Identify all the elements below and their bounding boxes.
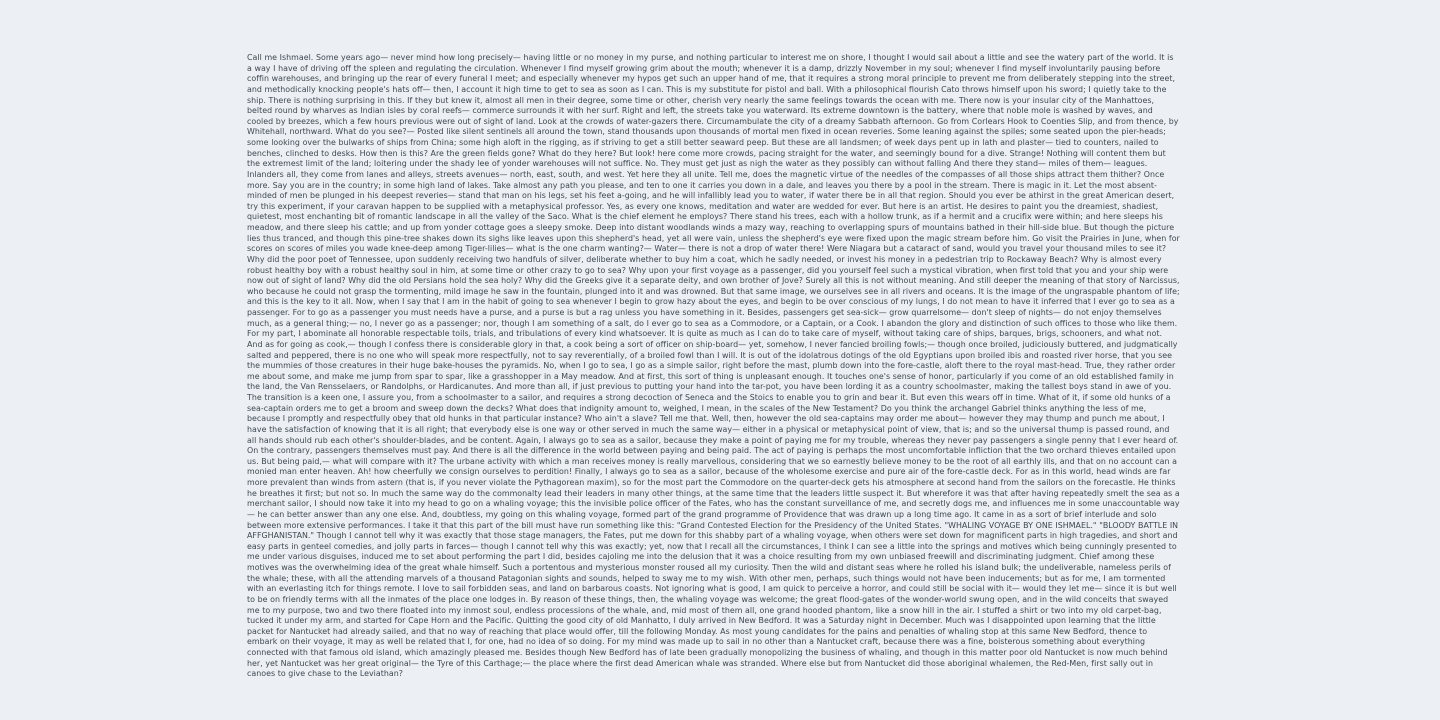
book-text: Call me Ishmael. Some years ago— never mind how long precisely— having little or no money in my purse, and nothing particular to interest me on shore, I thought I would sail about a little and see the watery part of the world. It is a way I have of driving off the spleen and regulating the circulation. Whenever I find myself growing grim about the mouth; whenever it is a damp, drizzly November in my soul; whenever I find myself involuntarily pausing before coffin warehouses, and bringing up the rear of every funeral I meet; and especially whenever my hypos get such an upper hand of me, that it requires a strong moral principle to prevent me from deliberately stepping into the street, and methodically knocking people's hats off— then, I account it high time to get to sea as soon as I can. This is my substitute for pistol and ball. With a philosophical flourish Cato throws himself upon his sword; I quietly take to the ship. There is nothing surprising in this. If they but knew it, almost all men in their degree, some time or other, cherish very nearly the same feelings towards the ocean with me. There now is your insular city of the Manhattoes, belted round by wharves as Indian isles by coral reefs— commerce surrounds it with her surf. Right and left, the streets take you waterward. Its extreme downtown is the battery, where that noble mole is washed by waves, and cooled by breezes, which a few hours previous were out of sight of land. Look at the crowds of water-gazers there. Circumambulate the city of a dreamy Sabbath afternoon. Go from Corlears Hook to Coenties Slip, and from thence, by Whitehall, northward. What do you see?— Posted like silent sentinels all around the town, stand thousands upon thousands of mortal men fixed in ocean reveries. Some leaning against the spiles; some seated upon the pier-heads; some looking over the bulwarks of ships from China; some high aloft in the rigging, as if striving to get a still better seaward peep. But these are all landsmen; of week days pent up in lath and plaster— tied to counters, nailed to benches, clinched to desks. How then is this? Are the green fields gone? What do they here? But look! here come more crowds, pacing straight for the water, and seemingly bound for a dive. Strange! Nothing will content them but the extremest limit of the land; loitering under the shady lee of yonder warehouses will not suffice. No. They must get just as nigh the water as they possibly can without falling And there they stand— miles of them— leagues. Inlanders all, they come from lanes and alleys, streets avenues— north, east, south, and west. Yet here they all unite. Tell me, does the magnetic virtue of the needles of the compasses of all those ships attract them thither? Once more. Say you are in the country; in some high land of lakes. Take almost any path you please, and ten to one it carries you down in a dale, and leaves you there by a pool in the stream. There is magic in it. Let the most absent-minded of men be plunged in his deepest reveries— stand that man on his legs, set his feet a-going, and he will infallibly lead you to water, if water there be in all that region. Should you ever be athirst in the great American desert, try this experiment, if your caravan happen to be supplied with a metaphysical professor. Yes, as every one knows, meditation and water are wedded for ever. But here is an artist. He desires to paint you the dreamiest, shadiest, quietest, most enchanting bit of romantic landscape in all the valley of the Saco. What is the chief element he employs? There stand his trees, each with a hollow trunk, as if a hermit and a crucifix were within; and here sleeps his meadow, and there sleep his cattle; and up from yonder cottage goes a sleepy smoke. Deep into distant woodlands winds a mazy way, reaching to overlapping spurs of mountains bathed in their hill-side blue. But though the picture lies thus tranced, and though this pine-tree shakes down its sighs like leaves upon this shepherd's head, yet all were vain, unless the shepherd's eye were fixed upon the magic stream before him. Go visit the Prairies in June, when for scores on scores of miles you wade knee-deep among Tiger-lilies— what is the one charm wanting?— Water— there is not a drop of water there! Were Niagara but a cataract of sand, would you travel your thousand miles to see it? Why did the poor poet of Tennessee, upon suddenly receiving two handfuls of silver, deliberate whether to buy him a coat, which he sadly needed, or invest his money in a pedestrian trip to Rockaway Beach? Why is almost every robust healthy boy with a robust healthy soul in him, at some time or other crazy to go to sea? Why upon your first voyage as a passenger, did you yourself feel such a mystical vibration, when first told that you and your ship were now out of sight of land? Why did the old Persians hold the sea holy? Why did the Greeks give it a separate deity, and own brother of Jove? Surely all this is not without meaning. And still deeper the meaning of that story of Narcissus, who because he could not grasp the tormenting, mild image he saw in the fountain, plunged into it and was drowned. But that same image, we ourselves see in all rivers and oceans. It is the image of the ungraspable phantom of life; and this is the key to it all. Now, when I say that I am in the habit of going to sea whenever I begin to grow hazy about the eyes, and begin to be over conscious of my lungs, I do not mean to have it inferred that I ever go to sea as a passenger. For to go as a passenger you must needs have a purse, and a purse is but a rag unless you have something in it. Besides, passengers get sea-sick— grow quarrelsome— don't sleep of nights— do not enjoy themselves much, as a general thing;— no, I never go as a passenger; nor, though I am something of a salt, do I ever go to sea as a Commodore, or a Captain, or a Cook. I abandon the glory and distinction of such offices to those who like them. For my part, I abominate all honorable respectable toils, trials, and tribulations of every kind whatsoever. It is quite as much as I can do to take care of myself, without taking care of ships, barques, brigs, schooners, and what not. And as for going as cook,— though I confess there is considerable glory in that, a cook being a sort of officer on ship-board— yet, somehow, I never fancied broiling fowls;— though once broiled, judiciously buttered, and judgmatically salted and peppered, there is no one who will speak more respectfully, not to say reverentially, of a broiled fowl than I will. It is out of the idolatrous dotings of the old Egyptians upon broiled ibis and roasted river horse, that you see the mummies of those creatures in their huge bake-houses the pyramids. No, when I go to sea, I go as a simple sailor, right before the mast, plumb down into the fore-castle, aloft there to the royal mast-head. True, they rather order me about some, and make me jump from spar to spar, like a grasshopper in a May meadow. And at first, this sort of thing is unpleasant enough. It touches one's sense of honor, particularly if you come of an old established family in the land, the Van Rensselaers, or Randolphs, or Hardicanutes. And more than all, if just previous to putting your hand into the tar-pot, you have been lording it as a country schoolmaster, making the tallest boys stand in awe of you. The transition is a keen one, I assure you, from a schoolmaster to a sailor, and requires a strong decoction of Seneca and the Stoics to enable you to grin and bear it. But even this wears off in time. What of it, if some old hunks of a sea-captain orders me to get a broom and sweep down the decks? What does that indignity amount to, weighed, I mean, in the scales of the New Testament? Do you think the archangel Gabriel thinks anything the less of me, because I promptly and respectfully obey that old hunks in that particular instance? Who ain't a slave? Tell me that. Well, then, however the old sea-captains may order me about— however they may thump and punch me about, I have the satisfaction of knowing that it is all right; that everybody else is one way or other served in much the same way— either in a physical or metaphysical point of view, that is; and so the universal thump is passed round, and all hands should rub each other's shoulder-blades, and be content. Again, I always go to sea as a sailor, because they make a point of paying me for my trouble, whereas they never pay passengers a single penny that I ever heard of. On the contrary, passengers themselves must pay. And there is all the difference in the world between paying and being paid. The act of paying is perhaps the most uncomfortable infliction that the two orchard thieves entailed upon us. But being paid,— what will compare with it? The urbane activity with which a man receives money is really marvellous, considering that we so earnestly believe money to be the root of all earthly ills, and that on no account can a monied man enter heaven. Ah! how cheerfully we consign ourselves to perdition! Finally, I always go to sea as a sailor, because of the wholesome exercise and pure air of the fore-castle deck. For as in this world, head winds are far more prevalent than winds from astern (that is, if you never violate the Pythagorean maxim), so for the most part the Commodore on the quarter-deck gets his atmosphere at second hand from the sailors on the forecastle. He thinks he breathes it first; but not so. In much the same way do the commonalty lead their leaders in many other things, at the same time that the leaders little suspect it. But wherefore it was that after having repeatedly smelt the sea as a merchant sailor, I should now take it into my head to go on a whaling voyage; this the invisible police officer of the Fates, who has the constant surveillance of me, and secretly dogs me, and influences me in some unaccountable way— he can better answer than any one else. And, doubtless, my going on this whaling voyage, formed part of the grand programme of Providence that was drawn up a long time ago. It came in as a sort of brief interlude and solo between more extensive performances. I take it that this part of the bill must have run something like this: "Grand Contested Election for the Presidency of the United States. "WHALING VOYAGE BY ONE ISHMAEL." "BLOODY BATTLE IN AFFGHANISTAN." Though I cannot tell why it was exactly that those stage managers, the Fates, put me down for this shabby part of a whaling voyage, when others were set down for magnificent parts in high tragedies, and short and easy parts in genteel comedies, and jolly parts in farces— though I cannot tell why this was exactly; yet, now that I recall all the circumstances, I think I can see a little into the springs and motives which being cunningly presented to me under various disguises, induced me to set about performing the part I did, besides cajoling me into the delusion that it was a choice resulting from my own unbiased freewill and discriminating judgment. Chief among these motives was the overwhelming idea of the great whale himself. Such a portentous and mysterious monster roused all my curiosity. Then the wild and distant seas where he rolled his island bulk; the undeliverable, nameless perils of the whale; these, with all the attending marvels of a thousand Patagonian sights and sounds, helped to sway me to my wish. With other men, perhaps, such things would not have been inducements; but as for me, I am tormented with an everlasting itch for things remote. I love to sail forbidden seas, and land on barbarous coasts. Not ignoring what is good, I am quick to perceive a horror, and could still be social with it— would they let me— since it is but well to be on friendly terms with all the inmates of the place one lodges in. By reason of these things, then, the whaling voyage was welcome; the great flood-gates of the wonder-world swung open, and in the wild conceits that swayed me to my purpose, two and two there floated into my inmost soul, endless processions of the whale, and, mid most of them all, one grand hooded phantom, like a snow hill in the air. I stuffed a shirt or two into my old carpet-bag, tucked it under my arm, and started for Cape Horn and the Pacific. Quitting the good city of old Manhatto, I duly arrived in New Bedford. It was a Saturday night in December. Much was I disappointed upon learning that the little packet for Nantucket had already sailed, and that no way of reaching that place would offer, till the following Monday. As most young candidates for the pains and penalties of whaling stop at this same New Bedford, thence to embark on their voyage, it may as well be related that I, for one, had no idea of so doing. For my mind was made up to sail in no other than a Nantucket craft, because there was a fine, boisterous something about everything connected with that famous old island, which amazingly pleased me. Besides though New Bedford has of late been gradually monopolizing the business of whaling, and though in this matter poor old Nantucket is now much behind her, yet Nantucket was her great original— the Tyre of this Carthage;— the place where the first dead American whale was stranded. Where else but from Nantucket did those aboriginal whalemen, the Red-Men, first sally out in canoes to give chase to the Leviathan? <box>247 53 1180 679</box>
